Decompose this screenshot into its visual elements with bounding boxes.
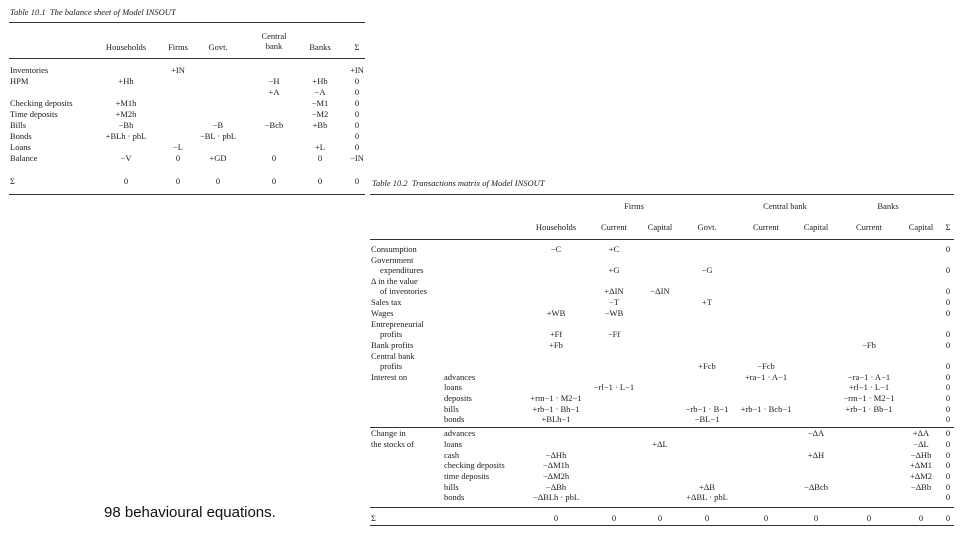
table2-cell: −ΔHb [910,450,932,460]
table2-cell: 0 [945,482,951,492]
table2-cell: −rb−1 · B−1 [685,404,729,414]
table2-cell: 0 [945,471,951,481]
table1-cell: +L [315,142,325,152]
table1-cell: −V [120,153,132,163]
table2-cell: 0 [945,393,951,403]
table2-cell: +rb−1 · Bcb−1 [740,404,792,414]
table2-cell: 0 [763,513,769,523]
table2-cell: 0 [945,372,951,382]
table2-cell: +ΔIN [604,286,624,296]
table2-col-header: Current [856,222,882,232]
table2-cell: 0 [945,428,951,438]
table2-cell: +ΔL [652,439,668,449]
table1-bottom-rule [9,194,365,195]
table1-row-label: Bonds [10,131,32,141]
table2-col-header: Capital [908,222,934,232]
table2-mid-rule-1 [370,427,954,428]
table2-cell: −rm−1 · M2−1 [843,393,895,403]
table2-group-header: Banks [877,201,899,211]
table2-cell: 0 [945,439,951,449]
table2-cell: −ΔIN [650,286,670,296]
table2-row-sublabel: bonds [444,414,465,424]
table2-cell: 0 [945,513,951,523]
table1-cell: −BL · pbL [199,131,237,141]
table2-cell: +Ff [549,329,563,339]
table1-cell: 0 [123,176,129,186]
table2-row-label: profits [380,329,403,339]
table2-cell: 0 [611,513,617,523]
table2-row-sublabel: bills [444,404,459,414]
table1-cell: +Hh [118,76,134,86]
table1-col-header: Firms [168,42,188,52]
table2-cell: +rb−1 · Bh−1 [532,404,580,414]
table1-cell: −B [212,120,224,130]
table2-cell: 0 [945,286,951,296]
table2-cell: +ΔA [912,428,930,438]
table2-row-label: Government [371,255,414,265]
table1-cell: 0 [354,87,360,97]
table1-caption-text: The balance sheet of Model INSOUT [49,7,176,17]
table2-row-label: of inventories [380,286,427,296]
table1-cell: 0 [354,76,360,86]
table2-cell: 0 [945,404,951,414]
table2-bottom-rule [370,525,954,526]
table2-cell: 0 [945,308,951,318]
table2-row-label: profits [380,361,403,371]
table2-row-sublabel: loans [444,439,462,449]
table2-cell: −ΔL [913,439,929,449]
table2-col-header: Capital [647,222,673,232]
table2-caption-text: Transactions matrix of Model INSOUT [411,178,545,188]
table2-col-header: Capital [803,222,829,232]
table1-cell: +IN [171,65,185,75]
table2-cell: −ΔBh [545,482,567,492]
table2-group-header: Central bank [763,201,807,211]
table1-cell: 0 [317,153,323,163]
table2-cell: 0 [553,513,559,523]
table2-row-sublabel: cash [444,450,460,460]
table2-cell: 0 [918,513,924,523]
table2-cell: −C [550,244,562,254]
table2-row-sublabel: loans [444,382,462,392]
table2-cell: +T [702,297,712,307]
table2-row-label: Interest on [371,372,408,382]
table1-cell: +M1h [115,98,137,108]
table2-cell: +rl−1 · L−1 [848,382,890,392]
table1-cell: −M1 [311,98,329,108]
table1-cell: 0 [354,176,360,186]
table1-cell: +A [268,87,280,97]
table1-cell: 0 [354,131,360,141]
table2-row-sublabel: deposits [444,393,472,403]
table1-caption-label: Table 10.1 [10,7,46,17]
table2-cell: −Fcb [757,361,775,371]
table2-col-header: Σ [945,222,951,232]
table2-row-sublabel: time deposits [444,471,490,481]
table1-cell: 0 [354,142,360,152]
table1-row-label: Checking deposits [10,98,73,108]
table2-cell: 0 [945,382,951,392]
table1-cell: −A [314,87,326,97]
table2-cell: +ra−1 · A−1 [744,372,788,382]
table1-row-label: Σ [10,176,15,186]
table2-row-label: Wages [371,308,394,318]
table2-cell: −BL−1 [694,414,720,424]
table1-col-header: Households [105,42,147,52]
table2-cell: 0 [945,340,951,350]
table1-row-label: Inventories [10,65,49,75]
table2-row-label: Bank profits [371,340,414,350]
table2-cell: 0 [945,460,951,470]
table2-row-label: expenditures [380,265,424,275]
table1-caption [10,7,176,17]
table2-cell: +BLh−1 [541,414,571,424]
table1-cell: 0 [271,176,277,186]
table2-row-label: the stocks of [371,439,414,449]
table2-cell: −ΔBLh · pbL [532,492,580,502]
table2-cell: −T [609,297,619,307]
table2-cell: −G [701,265,713,275]
table2-cell: −ΔHh [545,450,567,460]
table2-cell: +rb−1 · Bb−1 [845,404,893,414]
table1-row-label: Time deposits [10,109,58,119]
table2-cell: −ΔBcb [804,482,828,492]
table1-col-header: Σ [354,42,360,52]
table2-row-label: Σ [371,513,376,523]
table2-row-sublabel: bills [444,482,459,492]
table1-cell: 0 [271,153,277,163]
table2-cell: +ΔB [699,482,715,492]
table2-col-header: Current [753,222,779,232]
table2-group-header: Firms [624,201,644,211]
table2-cell: +ΔM2 [909,471,933,481]
table2-cell: −Ff [607,329,621,339]
table1-cell: +Hb [312,76,328,86]
table2-cell: 0 [704,513,710,523]
table2-row-label: Change in [371,428,406,438]
table1-head-rule [9,58,365,59]
table1-cell: 0 [317,176,323,186]
table2-cell: 0 [657,513,663,523]
table1-cell: 0 [175,176,181,186]
table2-cell: +ΔM1 [909,460,933,470]
table2-cell: −rl−1 · L−1 [593,382,635,392]
table2-cell: 0 [945,450,951,460]
table2-row-label: Central bank [371,351,415,361]
table1-cell: −IN [350,153,364,163]
table1-cell: 0 [215,176,221,186]
table2-cell: 0 [945,361,951,371]
table2-cell: +WB [546,308,566,318]
table2-col-header: Households [535,222,577,232]
table2-row-label: Δ in the value [371,276,418,286]
table2-row-sublabel: checking deposits [444,460,505,470]
table1-cell: 0 [354,98,360,108]
table2-cell: 0 [945,244,951,254]
table2-mid-rule-2 [370,507,954,508]
table2-cell: 0 [866,513,872,523]
table1-cell: +GD [209,153,227,163]
table1-cell: +M2h [115,109,137,119]
table1-top-rule [9,22,365,23]
table2-cell: −ΔM2h [542,471,570,481]
table2-row-sublabel: advances [444,372,476,382]
table2-cell: −Fb [862,340,876,350]
table1-cell: −L [173,142,183,152]
table1-cell: 0 [175,153,181,163]
table2-cell: 0 [945,297,951,307]
table1-row-label: Loans [10,142,31,152]
table1-row-label: Bills [10,120,27,130]
table2-cell: 0 [813,513,819,523]
table1-cell: 0 [354,109,360,119]
table2-cell: +ΔBL · pbL [686,492,728,502]
table2-caption-label: Table 10.2 [372,178,408,188]
table2-cell: +Fb [549,340,563,350]
table2-cell: −ΔA [807,428,825,438]
table1-cell: −Bh [118,120,134,130]
table1-col-header: Banks [309,42,331,52]
table1-cell: −Bcb [264,120,284,130]
table2-row-label: Entrepreneurial [371,319,424,329]
table1-col-header: Central bank [261,31,287,51]
table2-row-sublabel: bonds [444,492,465,502]
table2-cell: 0 [945,265,951,275]
table2-row-sublabel: advances [444,428,476,438]
table2-cell: −WB [604,308,624,318]
table2-row-label: Sales tax [371,297,402,307]
table2-cell: +ΔH [807,450,825,460]
table1-col-header: Govt. [208,42,228,52]
table1-row-label: HPM [10,76,29,86]
table1-cell: +Bb [312,120,328,130]
table2-cell: 0 [945,492,951,502]
table2-cell: +G [608,265,620,275]
table2-col-header: Current [601,222,627,232]
behavioural-equations-note: 98 behavioural equations. [104,504,276,521]
table2-cell: 0 [945,414,951,424]
table2-caption [372,178,545,188]
table2-head-rule [370,239,954,240]
table1-row-label: Balance [10,153,38,163]
table1-cell: 0 [354,120,360,130]
table2-top-rule [370,194,954,195]
table1-cell: −M2 [311,109,329,119]
table2-cell: −ra−1 · A−1 [847,372,891,382]
table2-cell: −ΔBb [910,482,932,492]
table2-cell: −ΔM1h [542,460,570,470]
table2-cell: +Fcb [698,361,716,371]
table1-cell: +IN [350,65,364,75]
table2-row-label: Consumption [371,244,417,254]
table2-col-header: Govt. [697,222,717,232]
table1-cell: −H [268,76,280,86]
table2-cell: +rm−1 · M2−1 [530,393,582,403]
table2-cell: +C [608,244,620,254]
table2-cell: 0 [945,329,951,339]
table1-cell: +BLh · pbL [105,131,147,141]
